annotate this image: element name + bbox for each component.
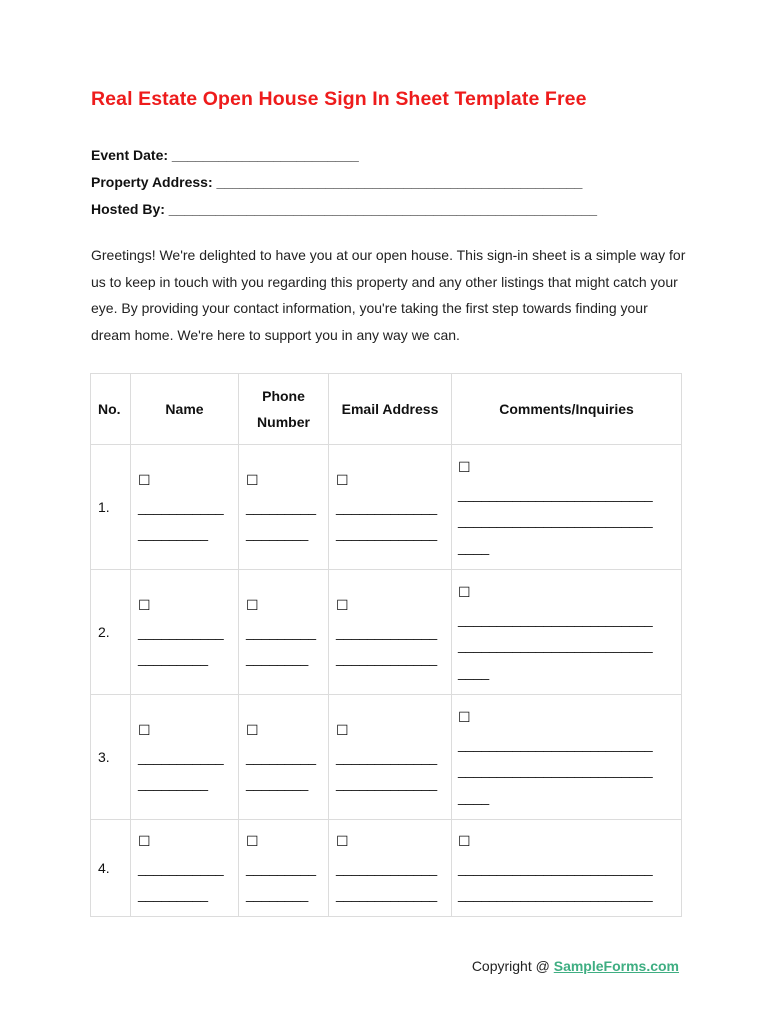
phone-cell[interactable] bbox=[239, 445, 329, 570]
email-entry[interactable]: ☐ _____________ _____________ bbox=[336, 597, 438, 667]
comments-entry[interactable]: ☐ _________________________ _________________________ ____ bbox=[458, 709, 653, 805]
table-header-row bbox=[91, 374, 682, 445]
phone-entry[interactable]: ☐ _________ ________ bbox=[246, 597, 317, 667]
email-entry[interactable]: ☐ _____________ _____________ bbox=[336, 472, 438, 542]
name-entry[interactable]: ☐ ___________ _________ bbox=[138, 597, 224, 667]
table-row bbox=[91, 570, 682, 695]
hosted-by-field[interactable]: Hosted By: _______________________________________________________ bbox=[91, 201, 598, 217]
table-row bbox=[91, 445, 682, 570]
email-entry[interactable]: ☐ _____________ _____________ bbox=[336, 833, 438, 903]
copyright-footer bbox=[472, 958, 679, 974]
name-cell[interactable] bbox=[131, 695, 239, 820]
sign-in-table bbox=[90, 373, 682, 917]
header-phone-label: Phone Number bbox=[257, 388, 310, 430]
header-phone bbox=[239, 374, 329, 445]
header-name: Name bbox=[131, 374, 239, 445]
name-entry[interactable]: ☐ ___________ _________ bbox=[138, 472, 224, 542]
header-comments: Comments/Inquiries bbox=[452, 374, 682, 445]
header-email: Email Address bbox=[329, 374, 452, 445]
intro-paragraph: Greetings! We're delighted to have you at our open house. This sign-in sheet is a simple way for us to keep in touch with you regarding this property and any other listings that might catch your eye. By providing your contact information, you're taking the first step towards finding your dream home. We're here to support you in any way we can. bbox=[91, 247, 686, 344]
event-date-field[interactable]: Event Date: ________________________ bbox=[91, 147, 359, 163]
document-title: Real Estate Open House Sign In Sheet Template Free bbox=[91, 88, 587, 110]
comments-cell[interactable] bbox=[452, 570, 682, 695]
sampleforms-link[interactable]: SampleForms.com bbox=[553, 958, 679, 974]
phone-entry[interactable]: ☐ _________ ________ bbox=[246, 722, 317, 792]
phone-cell[interactable] bbox=[239, 570, 329, 695]
email-entry[interactable]: ☐ _____________ _____________ bbox=[336, 722, 438, 792]
name-entry[interactable]: ☐ ___________ _________ bbox=[138, 833, 224, 903]
row-number: 2. bbox=[91, 570, 131, 695]
comments-entry[interactable]: ☐ _________________________ _________________________ ____ bbox=[458, 584, 653, 680]
comments-entry[interactable]: ☐ _________________________ _________________________ ____ bbox=[458, 459, 653, 555]
header-no: No. bbox=[91, 374, 131, 445]
table-row bbox=[91, 695, 682, 820]
name-cell[interactable] bbox=[131, 570, 239, 695]
phone-entry[interactable]: ☐ _________ ________ bbox=[246, 833, 317, 903]
property-address-field[interactable]: Property Address: _______________________________________________ bbox=[91, 174, 583, 190]
name-cell[interactable] bbox=[131, 820, 239, 917]
copyright-text: Copyright @ bbox=[471, 958, 554, 974]
name-entry[interactable]: ☐ ___________ _________ bbox=[138, 722, 224, 792]
comments-cell[interactable] bbox=[452, 820, 682, 917]
table-row bbox=[91, 820, 682, 917]
row-number: 1. bbox=[91, 445, 131, 570]
email-cell[interactable] bbox=[329, 570, 452, 695]
comments-cell[interactable] bbox=[452, 695, 682, 820]
phone-cell[interactable] bbox=[239, 820, 329, 917]
email-cell[interactable] bbox=[329, 445, 452, 570]
phone-entry[interactable]: ☐ _________ ________ bbox=[246, 472, 317, 542]
email-cell[interactable] bbox=[329, 695, 452, 820]
name-cell[interactable] bbox=[131, 445, 239, 570]
row-number: 3. bbox=[91, 695, 131, 820]
phone-cell[interactable] bbox=[239, 695, 329, 820]
row-number: 4. bbox=[91, 820, 131, 917]
comments-cell[interactable] bbox=[452, 445, 682, 570]
email-cell[interactable] bbox=[329, 820, 452, 917]
comments-entry[interactable]: ☐ _________________________ _________________________ bbox=[458, 833, 653, 903]
